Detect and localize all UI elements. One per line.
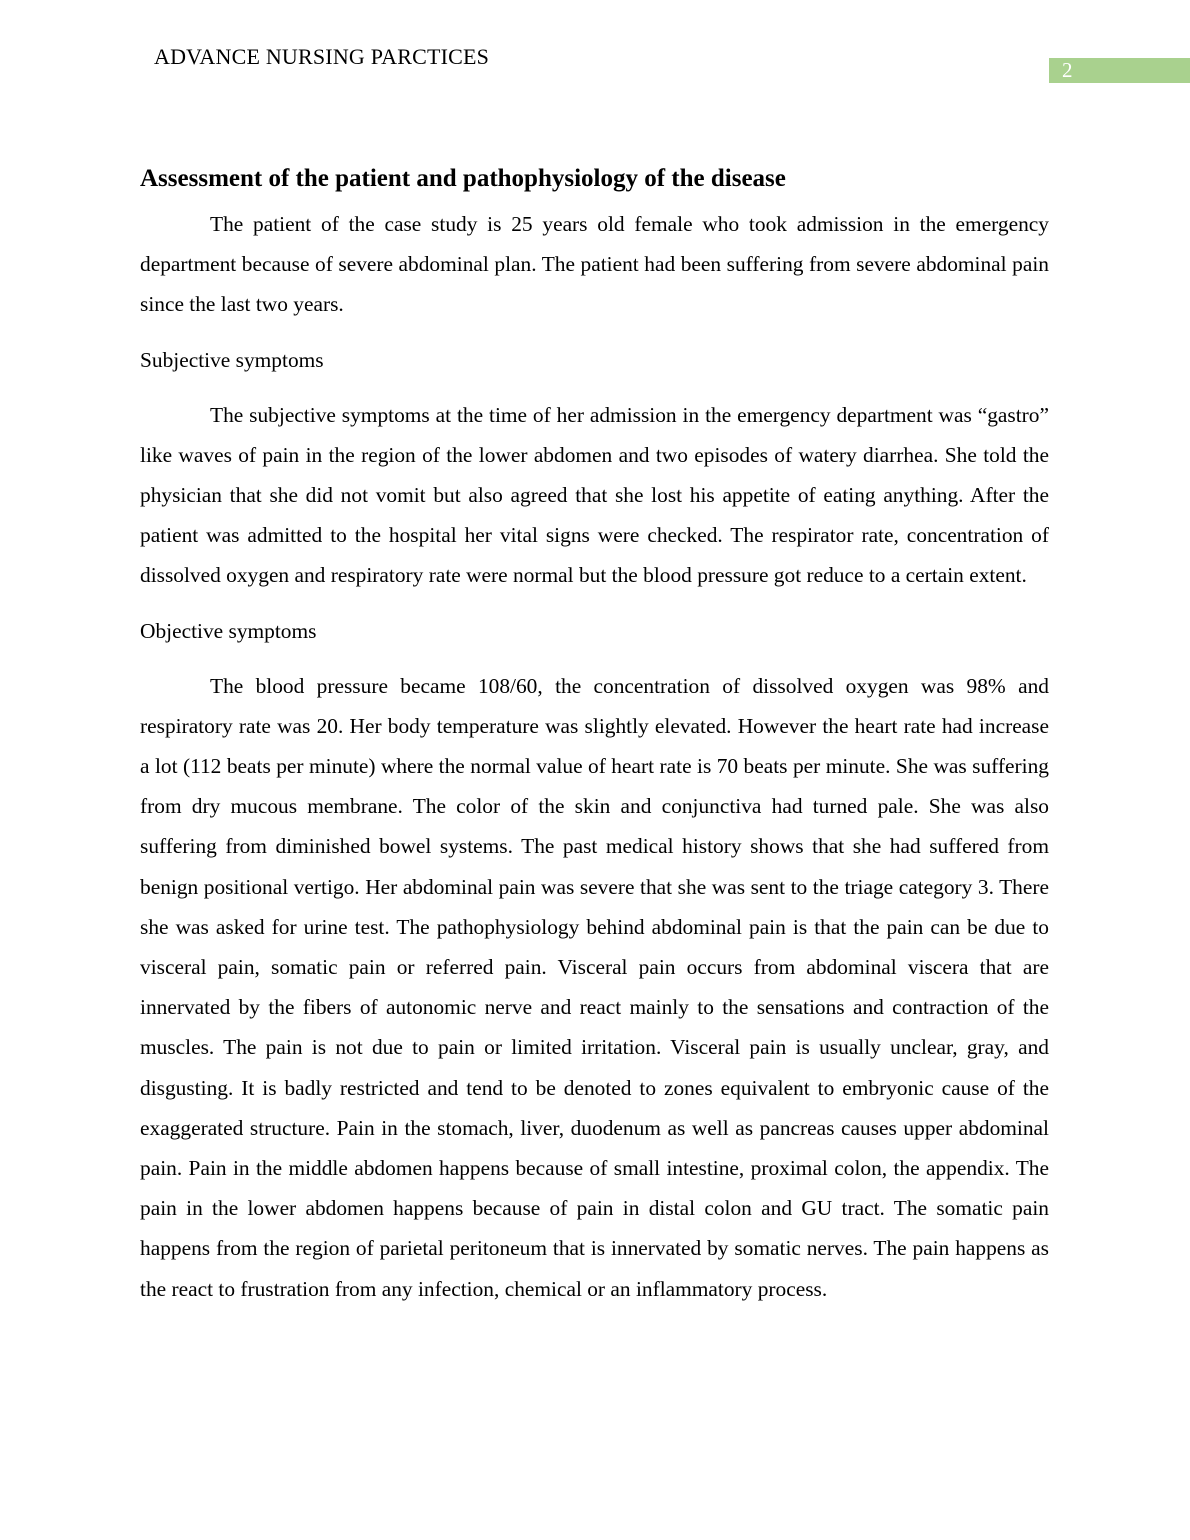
objective-symptoms-heading: Objective symptoms — [140, 618, 317, 643]
objective-symptoms-paragraph: The blood pressure became 108/60, the concentration of dissolved oxygen was 98% and respiratory rate was 20. Her body temperature was slightly elevated. However the heart rate had increase a lot (112 beats per minute) where the normal value of heart rate is 70 beats per minute. She was suffering from dry mucous membrane. The color of the skin and conjunctiva had turned pale. She was also suffering from diminished bowel systems. The past medical history shows that she had suffered from benign positional vertigo. Her abdominal pain was severe that she was sent to the triage category 3. There she was asked for urine test. The pathophysiology behind abdominal pain is that the pain can be due to visceral pain, somatic pain or referred pain. Visceral pain occurs from abdominal viscera that are innervated by the fibers of autonomic nerve and react mainly to the sensations and contraction of the muscles. The pain is not due to pain or limited irritation. Visceral pain is usually unclear, gray, and disgusting. It is badly restricted and tend to be denoted to zones equivalent to embryonic cause of the exaggerated structure. Pain in the stomach, liver, duodenum as well as pancreas causes upper abdominal pain. Pain in the middle abdomen happens because of small intestine, proximal colon, the appendix. The pain in the lower abdomen happens because of pain in distal colon and GU tract. The somatic pain happens from the region of parietal peritoneum that is innervated by somatic nerves. The pain happens as the react to frustration from any infection, chemical or an inflammatory process. — [140, 673, 1049, 1301]
subjective-symptoms-paragraph: The subjective symptoms at the time of her admission in the emergency department was “gastro” like waves of pain in the region of the lower abdomen and two episodes of watery diarrhea. She told the physician that she did not vomit but also agreed that she lost his appetite of eating anything. After the patient was admitted to the hospital her vital signs were checked. The respirator rate, concentration of dissolved oxygen and respiratory rate were normal but the blood pressure got reduce to a certain extent. — [140, 402, 1049, 588]
page-number: 2 — [1062, 58, 1073, 82]
section-heading: Assessment of the patient and pathophysiology of the disease — [140, 165, 786, 192]
page-number-badge — [1049, 58, 1190, 83]
document-body — [140, 162, 1049, 1309]
intro-paragraph: The patient of the case study is 25 years old female who took admission in the emergency department because of severe abdominal plan. The patient had been suffering from severe abdominal pain since the last two years. — [140, 212, 1049, 317]
subjective-symptoms-heading: Subjective symptoms — [140, 347, 324, 372]
running-header-title: ADVANCE NURSING PARCTICES — [154, 44, 490, 69]
